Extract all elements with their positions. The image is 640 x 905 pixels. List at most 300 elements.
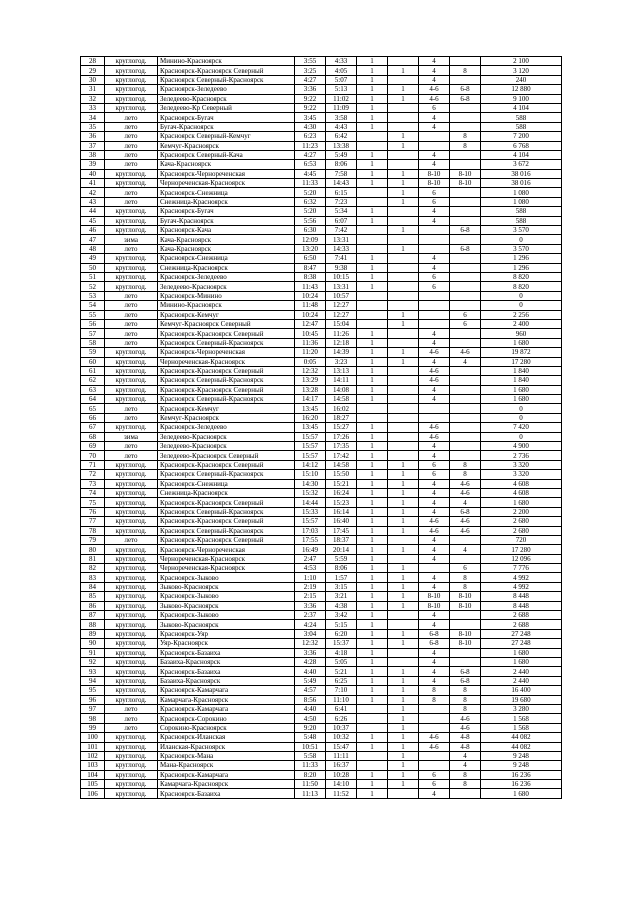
cell-count-b: 1 <box>388 751 419 760</box>
cell-amount: 2 688 <box>481 611 562 620</box>
cell-amount: 1 680 <box>481 658 562 667</box>
cell-amount: 2 100 <box>481 57 562 66</box>
cell-season: круглогод. <box>105 582 158 591</box>
cell-count-a <box>357 197 388 206</box>
cell-class-b: 8 <box>450 695 481 704</box>
cell-arrival-time: 15:47 <box>326 742 357 751</box>
cell-route: Красноярск-Снежница <box>158 188 295 197</box>
cell-amount: 17 280 <box>481 357 562 366</box>
cell-count-a <box>357 301 388 310</box>
cell-amount: 720 <box>481 535 562 544</box>
cell-row-number: 30 <box>81 75 105 84</box>
cell-row-number: 91 <box>81 648 105 657</box>
cell-route: Красноярск-Красноярск Северный <box>158 329 295 338</box>
cell-departure-time: 15:32 <box>295 488 326 497</box>
cell-count-b: 1 <box>388 742 419 751</box>
cell-class-b <box>450 338 481 347</box>
cell-class-a: 4 <box>419 57 450 66</box>
cell-count-a <box>357 141 388 150</box>
cell-amount: 3 280 <box>481 704 562 713</box>
cell-season: лето <box>105 141 158 150</box>
cell-season: круглогод. <box>105 686 158 695</box>
cell-route: Кемчуг-Красноярск Северный <box>158 319 295 328</box>
cell-amount: 4 104 <box>481 150 562 159</box>
cell-class-a: 4-6 <box>419 423 450 432</box>
cell-row-number: 46 <box>81 226 105 235</box>
cell-class-a: 4 <box>419 611 450 620</box>
cell-arrival-time: 17:45 <box>326 526 357 535</box>
cell-class-a: 4 <box>419 66 450 75</box>
cell-row-number: 82 <box>81 564 105 573</box>
cell-count-b: 1 <box>388 714 419 723</box>
cell-count-a: 1 <box>357 564 388 573</box>
cell-row-number: 42 <box>81 188 105 197</box>
cell-amount: 1 296 <box>481 263 562 272</box>
cell-count-b: 1 <box>388 629 419 638</box>
cell-arrival-time: 16:37 <box>326 761 357 770</box>
table-row <box>81 85 562 94</box>
cell-season: круглогод. <box>105 272 158 281</box>
cell-class-b <box>450 216 481 225</box>
cell-row-number: 40 <box>81 169 105 178</box>
cell-departure-time: 14:44 <box>295 498 326 507</box>
cell-count-a <box>357 704 388 713</box>
cell-season: круглогод. <box>105 282 158 291</box>
cell-class-b <box>450 122 481 131</box>
cell-class-b <box>450 263 481 272</box>
cell-season: круглогод. <box>105 395 158 404</box>
table-row <box>81 141 562 150</box>
cell-amount: 0 <box>481 404 562 413</box>
cell-arrival-time: 20:14 <box>326 545 357 554</box>
cell-amount: 0 <box>481 291 562 300</box>
cell-departure-time: 11:20 <box>295 348 326 357</box>
table-row <box>81 338 562 347</box>
cell-count-b <box>388 376 419 385</box>
table-row <box>81 188 562 197</box>
table-row <box>81 742 562 751</box>
cell-count-b <box>388 451 419 460</box>
table-row <box>81 564 562 573</box>
table-row <box>81 94 562 103</box>
cell-amount: 4 608 <box>481 479 562 488</box>
cell-class-b <box>450 75 481 84</box>
table-row <box>81 319 562 328</box>
table-row <box>81 507 562 516</box>
cell-row-number: 95 <box>81 686 105 695</box>
cell-class-b: 8 <box>450 470 481 479</box>
cell-arrival-time: 14:58 <box>326 460 357 469</box>
cell-route: Минино-Красноярск <box>158 57 295 66</box>
cell-class-a: 4 <box>419 442 450 451</box>
cell-class-b: 8 <box>450 132 481 141</box>
cell-departure-time: 3:36 <box>295 601 326 610</box>
cell-class-a: 6 <box>419 188 450 197</box>
cell-arrival-time: 16:02 <box>326 404 357 413</box>
table-row <box>81 385 562 394</box>
schedule-table-body <box>81 57 562 799</box>
cell-arrival-time: 6:07 <box>326 216 357 225</box>
cell-count-a: 1 <box>357 85 388 94</box>
cell-row-number: 103 <box>81 761 105 770</box>
cell-count-a: 1 <box>357 357 388 366</box>
cell-season: круглогод. <box>105 573 158 582</box>
cell-row-number: 53 <box>81 291 105 300</box>
cell-class-a <box>419 235 450 244</box>
cell-departure-time: 10:45 <box>295 329 326 338</box>
cell-count-b <box>388 282 419 291</box>
cell-departure-time: 3:25 <box>295 66 326 75</box>
cell-departure-time: 14:12 <box>295 460 326 469</box>
cell-route: Красноярск-Базаиха <box>158 648 295 657</box>
cell-count-b: 1 <box>388 639 419 648</box>
cell-arrival-time: 15:04 <box>326 319 357 328</box>
cell-count-b: 1 <box>388 179 419 188</box>
cell-route: Красноярск Северный-Красноярск <box>158 526 295 535</box>
cell-departure-time: 5:20 <box>295 188 326 197</box>
cell-departure-time: 16:20 <box>295 413 326 422</box>
cell-row-number: 45 <box>81 216 105 225</box>
table-row <box>81 545 562 554</box>
table-row <box>81 723 562 732</box>
cell-class-a: 8-10 <box>419 601 450 610</box>
cell-count-b <box>388 554 419 563</box>
cell-departure-time: 4:40 <box>295 667 326 676</box>
cell-row-number: 44 <box>81 207 105 216</box>
table-row <box>81 517 562 526</box>
cell-season: лето <box>105 244 158 253</box>
cell-amount: 44 082 <box>481 733 562 742</box>
cell-count-a <box>357 413 388 422</box>
table-row <box>81 770 562 779</box>
cell-count-a: 1 <box>357 629 388 638</box>
cell-row-number: 39 <box>81 160 105 169</box>
cell-count-b: 1 <box>388 94 419 103</box>
cell-departure-time: 17:03 <box>295 526 326 535</box>
cell-season: круглогод. <box>105 103 158 112</box>
table-row <box>81 226 562 235</box>
cell-row-number: 37 <box>81 141 105 150</box>
cell-row-number: 88 <box>81 620 105 629</box>
cell-amount: 44 082 <box>481 742 562 751</box>
cell-departure-time: 5:20 <box>295 207 326 216</box>
cell-route: Базаиха-Красноярск <box>158 676 295 685</box>
cell-arrival-time: 7:41 <box>326 254 357 263</box>
cell-departure-time: 4:27 <box>295 150 326 159</box>
cell-count-a: 1 <box>357 686 388 695</box>
cell-arrival-time: 5:05 <box>326 658 357 667</box>
cell-departure-time: 8:38 <box>295 272 326 281</box>
cell-class-b: 8 <box>450 704 481 713</box>
cell-amount: 3 672 <box>481 160 562 169</box>
cell-count-a <box>357 235 388 244</box>
cell-count-a: 1 <box>357 733 388 742</box>
cell-arrival-time: 8:06 <box>326 564 357 573</box>
table-row <box>81 667 562 676</box>
cell-arrival-time: 10:28 <box>326 770 357 779</box>
cell-amount: 8 820 <box>481 282 562 291</box>
cell-amount: 4 608 <box>481 488 562 497</box>
cell-count-a: 1 <box>357 573 388 582</box>
cell-class-b <box>450 442 481 451</box>
cell-class-a: 4 <box>419 789 450 798</box>
cell-amount: 9 248 <box>481 761 562 770</box>
cell-amount: 1 080 <box>481 197 562 206</box>
cell-arrival-time: 15:27 <box>326 423 357 432</box>
cell-amount: 1 680 <box>481 789 562 798</box>
cell-class-b <box>450 451 481 460</box>
cell-season: зима <box>105 235 158 244</box>
cell-count-b: 1 <box>388 188 419 197</box>
cell-amount: 8 820 <box>481 272 562 281</box>
cell-class-a: 4 <box>419 395 450 404</box>
cell-class-b <box>450 103 481 112</box>
cell-count-b: 1 <box>388 582 419 591</box>
cell-arrival-time: 11:26 <box>326 329 357 338</box>
cell-amount: 8 448 <box>481 592 562 601</box>
cell-departure-time: 5:48 <box>295 733 326 742</box>
cell-class-b: 8 <box>450 141 481 150</box>
cell-class-b <box>450 291 481 300</box>
cell-class-a: 4 <box>419 385 450 394</box>
cell-season: лето <box>105 413 158 422</box>
table-row <box>81 601 562 610</box>
cell-season: круглогод. <box>105 94 158 103</box>
cell-arrival-time: 12:27 <box>326 301 357 310</box>
cell-row-number: 28 <box>81 57 105 66</box>
cell-route: Красноярск-Чернореченская <box>158 169 295 178</box>
cell-season: лето <box>105 301 158 310</box>
cell-amount: 16 400 <box>481 686 562 695</box>
cell-season: круглогод. <box>105 648 158 657</box>
cell-season: круглогод. <box>105 66 158 75</box>
cell-count-a: 1 <box>357 611 388 620</box>
cell-count-a: 1 <box>357 770 388 779</box>
cell-class-a: 4 <box>419 113 450 122</box>
cell-count-b <box>388 216 419 225</box>
cell-season: круглогод. <box>105 179 158 188</box>
cell-class-a: 4 <box>419 488 450 497</box>
cell-route: Красноярск-Красноярск Северный <box>158 460 295 469</box>
cell-class-a: 4 <box>419 582 450 591</box>
cell-route: Минино-Красноярск <box>158 301 295 310</box>
cell-season: круглогод. <box>105 742 158 751</box>
cell-route: Камарчага-Красноярск <box>158 695 295 704</box>
cell-row-number: 41 <box>81 179 105 188</box>
cell-route: Бугач-Красноярск <box>158 122 295 131</box>
cell-class-a: 4 <box>419 263 450 272</box>
cell-count-b <box>388 57 419 66</box>
cell-amount: 1 680 <box>481 385 562 394</box>
table-row <box>81 611 562 620</box>
cell-amount: 2 400 <box>481 319 562 328</box>
cell-class-b <box>450 160 481 169</box>
cell-arrival-time: 13:13 <box>326 366 357 375</box>
cell-row-number: 35 <box>81 122 105 131</box>
cell-row-number: 47 <box>81 235 105 244</box>
cell-count-a <box>357 291 388 300</box>
cell-route: Красноярск-Зыково <box>158 611 295 620</box>
cell-class-b <box>450 272 481 281</box>
cell-arrival-time: 11:02 <box>326 94 357 103</box>
cell-season: лето <box>105 132 158 141</box>
cell-row-number: 93 <box>81 667 105 676</box>
cell-arrival-time: 12:18 <box>326 338 357 347</box>
cell-season: лето <box>105 122 158 131</box>
table-row <box>81 460 562 469</box>
cell-amount: 3 120 <box>481 66 562 75</box>
cell-count-b: 1 <box>388 545 419 554</box>
cell-count-b: 1 <box>388 460 419 469</box>
cell-season: круглогод. <box>105 695 158 704</box>
cell-amount: 17 280 <box>481 545 562 554</box>
cell-count-b <box>388 272 419 281</box>
cell-class-b <box>450 413 481 422</box>
cell-count-a: 1 <box>357 395 388 404</box>
cell-count-a: 1 <box>357 648 388 657</box>
cell-row-number: 76 <box>81 507 105 516</box>
cell-row-number: 43 <box>81 197 105 206</box>
cell-class-b: 4-8 <box>450 742 481 751</box>
cell-class-b <box>450 789 481 798</box>
cell-row-number: 55 <box>81 310 105 319</box>
cell-departure-time: 11:13 <box>295 789 326 798</box>
cell-departure-time: 15:57 <box>295 432 326 441</box>
cell-season: круглогод. <box>105 639 158 648</box>
cell-class-a <box>419 319 450 328</box>
cell-route: Мана-Красноярск <box>158 761 295 770</box>
cell-season: круглогод. <box>105 488 158 497</box>
cell-count-b: 1 <box>388 141 419 150</box>
cell-count-a <box>357 714 388 723</box>
table-row <box>81 122 562 131</box>
cell-departure-time: 8:56 <box>295 695 326 704</box>
cell-departure-time: 4:27 <box>295 75 326 84</box>
cell-arrival-time: 15:21 <box>326 479 357 488</box>
cell-class-b: 8-10 <box>450 169 481 178</box>
cell-arrival-time: 5:21 <box>326 667 357 676</box>
cell-class-a <box>419 291 450 300</box>
cell-count-a: 1 <box>357 676 388 685</box>
cell-season: круглогод. <box>105 470 158 479</box>
cell-count-a: 1 <box>357 263 388 272</box>
cell-class-a <box>419 564 450 573</box>
cell-route: Красноярск-Красноярск Северный <box>158 385 295 394</box>
cell-departure-time: 17:55 <box>295 535 326 544</box>
cell-class-a: 6 <box>419 197 450 206</box>
cell-route: Красноярск-Камарчага <box>158 704 295 713</box>
cell-class-a: 4 <box>419 676 450 685</box>
cell-count-a: 1 <box>357 620 388 629</box>
cell-count-b: 1 <box>388 488 419 497</box>
cell-departure-time: 5:49 <box>295 676 326 685</box>
cell-arrival-time: 5:15 <box>326 620 357 629</box>
cell-season: круглогод. <box>105 507 158 516</box>
table-row <box>81 216 562 225</box>
cell-departure-time: 15:10 <box>295 470 326 479</box>
table-row <box>81 263 562 272</box>
cell-amount: 4 992 <box>481 573 562 582</box>
cell-class-a: 4-6 <box>419 94 450 103</box>
cell-arrival-time: 15:23 <box>326 498 357 507</box>
cell-arrival-time: 16:14 <box>326 507 357 516</box>
cell-count-a: 1 <box>357 639 388 648</box>
cell-season: лето <box>105 291 158 300</box>
cell-count-b <box>388 103 419 112</box>
cell-route: Красноярск-Чернореченская <box>158 545 295 554</box>
cell-class-a: 6 <box>419 460 450 469</box>
cell-count-b: 1 <box>388 667 419 676</box>
cell-season: круглогод. <box>105 207 158 216</box>
cell-amount: 1 568 <box>481 714 562 723</box>
cell-class-a: 4 <box>419 451 450 460</box>
cell-departure-time: 4:40 <box>295 704 326 713</box>
cell-row-number: 80 <box>81 545 105 554</box>
cell-row-number: 101 <box>81 742 105 751</box>
cell-departure-time: 12:32 <box>295 639 326 648</box>
cell-row-number: 87 <box>81 611 105 620</box>
cell-row-number: 67 <box>81 423 105 432</box>
cell-class-a <box>419 404 450 413</box>
cell-count-a <box>357 188 388 197</box>
cell-route: Красноярск-Снежница <box>158 254 295 263</box>
cell-amount: 1 840 <box>481 376 562 385</box>
cell-arrival-time: 11:09 <box>326 103 357 112</box>
cell-departure-time: 5:56 <box>295 216 326 225</box>
table-row <box>81 620 562 629</box>
cell-class-b: 8 <box>450 573 481 582</box>
cell-count-a: 1 <box>357 780 388 789</box>
cell-departure-time: 4:57 <box>295 686 326 695</box>
cell-arrival-time: 1:57 <box>326 573 357 582</box>
cell-class-a: 4 <box>419 207 450 216</box>
cell-count-b: 1 <box>388 226 419 235</box>
cell-row-number: 59 <box>81 348 105 357</box>
cell-season: круглогод. <box>105 545 158 554</box>
cell-departure-time: 3:36 <box>295 85 326 94</box>
cell-class-a: 8-10 <box>419 179 450 188</box>
table-row <box>81 103 562 112</box>
cell-count-b <box>388 291 419 300</box>
cell-arrival-time: 6:41 <box>326 704 357 713</box>
cell-count-b: 1 <box>388 319 419 328</box>
cell-count-a: 1 <box>357 150 388 159</box>
cell-count-b: 1 <box>388 357 419 366</box>
cell-amount: 7 420 <box>481 423 562 432</box>
cell-route: Зыково-Красноярск <box>158 582 295 591</box>
cell-count-b <box>388 150 419 159</box>
cell-count-a: 1 <box>357 160 388 169</box>
cell-arrival-time: 10:57 <box>326 291 357 300</box>
cell-departure-time: 10:51 <box>295 742 326 751</box>
cell-arrival-time: 14:08 <box>326 385 357 394</box>
cell-count-a: 1 <box>357 169 388 178</box>
cell-season: круглогод. <box>105 498 158 507</box>
table-row <box>81 395 562 404</box>
cell-class-a: 4-6 <box>419 376 450 385</box>
cell-class-b <box>450 611 481 620</box>
cell-route: Кача-Красноярск <box>158 244 295 253</box>
cell-count-b <box>388 404 419 413</box>
cell-class-b: 4-6 <box>450 348 481 357</box>
cell-class-b: 8-10 <box>450 639 481 648</box>
cell-arrival-time: 3:42 <box>326 611 357 620</box>
cell-class-a: 6 <box>419 780 450 789</box>
cell-amount: 9 248 <box>481 751 562 760</box>
cell-count-b: 1 <box>388 592 419 601</box>
cell-arrival-time: 3:23 <box>326 357 357 366</box>
cell-departure-time: 16:49 <box>295 545 326 554</box>
